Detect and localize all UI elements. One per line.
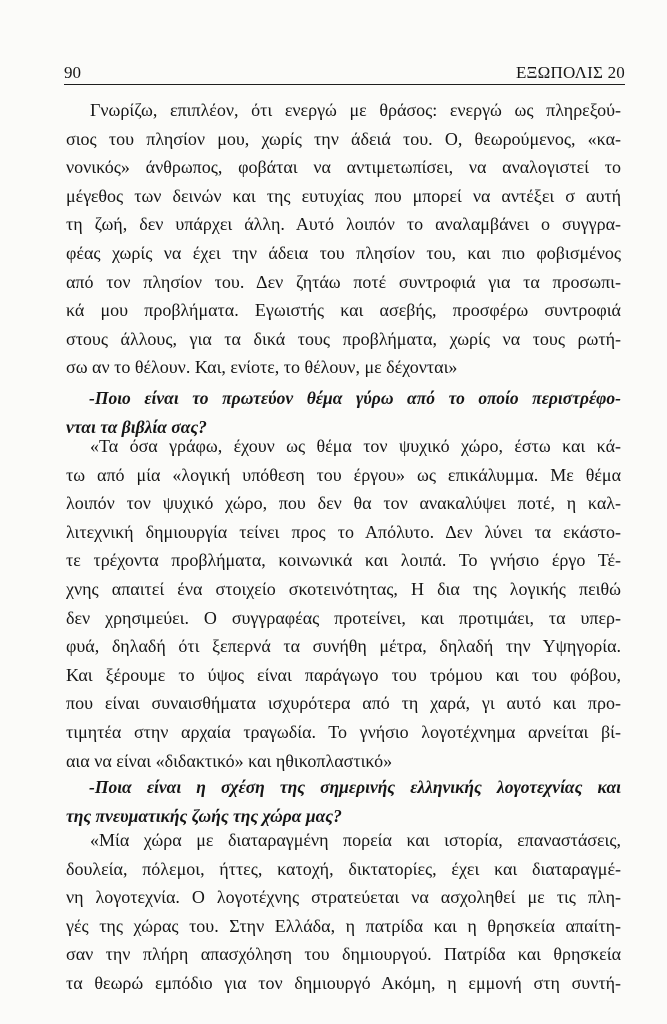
text-line: «Τα όσα γράφω, έχουν ως θέμα τον ψυχικό χώρο, έστω και κά- [90, 436, 621, 456]
text-line: τη ζωή, δεν υπάρχει άλλη. Αυτό λοιπόν το αναλαμβάνει ο συγγρα- [66, 214, 621, 235]
text-line: τα θεωρώ εμπόδιο για τον δημιουργό Ακόμη, η εμμονή στη συντή- [66, 972, 621, 993]
text-line: φυά, δηλαδή ότι ξεπερνά τα συνήθη μέτρα, δηλαδή την Υψηγορία. [66, 636, 621, 657]
answer-paragraph-1 [66, 96, 621, 382]
question-line: της πνευματικής ζωής της χώρα μας? [66, 805, 342, 826]
interview-question-2 [66, 773, 621, 830]
text-line: νη λογοτεχνία. Ο λογοτέχνης στρατεύεται να ασχοληθεί με τις πλη- [66, 887, 621, 908]
text-line: στους άλλους, για τα δικά τους προβλήματα, χωρίς να τους ρωτή- [66, 328, 621, 349]
text-line: σιος του πλησίον μου, χωρίς την άδειά του. Ο, θεωρούμενος, «κα- [66, 128, 621, 149]
question-line: -Ποια είναι η σχέση της σημερινής ελληνικής λογοτεχνίας και [89, 777, 621, 797]
page-number: 90 [64, 63, 81, 82]
text-line: φέας χωρίς να έχει την άδεια του πλησίον του, και πιο φοβισμένος [66, 242, 621, 263]
page-header [64, 63, 625, 85]
text-line: λιτεχνική δημιουργία τείνει προς το Απόλυτο. Δεν λύνει τα εκάστο- [66, 521, 621, 542]
text-line: γές της χώρας του. Στην Ελλάδα, η πατρίδα και η θρησκεία απαίτη- [66, 915, 621, 936]
question-line: -Ποιο είναι το πρωτεύον θέμα γύρω από το οποίο περιστρέφο- [89, 388, 621, 408]
text-line: από τον πλησίον του. Δεν ζητάω ποτέ συντροφιά για τα προσωπι- [66, 271, 621, 292]
text-line: «Μία χώρα με διαταραγμένη πορεία και ιστορία, επαναστάσεις, [90, 830, 621, 850]
text-line: μέγεθος των δεινών και της ευτυχίας που μπορεί να αντέξει σ αυτή [66, 185, 621, 206]
text-line: δεν χρησιμεύει. Ο συγγραφέας προτείνει, και προτιμάει, τα υπερ- [66, 607, 621, 628]
running-head: ΕΞΩΠΟΛΙΣ 20 [515, 63, 625, 82]
text-line: τιμητέα στην αρχαία τραγωδία. Το γνήσιο λογοτέχνημα αρνείται βί- [66, 721, 621, 742]
answer-paragraph-3 [66, 826, 621, 998]
answer-paragraph-2 [66, 432, 621, 775]
text-line: λοιπόν τον ψυχικό χώρο, που δεν θα τον ανακαλύψει ποτέ, η καλ- [66, 493, 621, 514]
text-line: τω από μία «λογική υπόθεση του έργου» ως επικάλυμμα. Με θέμα [66, 464, 621, 485]
text-line: αια να είναι «διδακτικό» και ηθικοπλαστικό» [66, 750, 393, 771]
text-line: Και ξέρουμε το ύψος είναι παράγωγο του τρόμου και του φόβου, [66, 664, 621, 685]
text-line: Γνωρίζω, επιπλέον, ότι ενεργώ με θράσος: ενεργώ ως πληρεξού- [90, 100, 621, 120]
text-line: σω αν το θέλουν. Και, ενίοτε, το θέλουν, με δέχονται» [66, 357, 458, 378]
text-line: δουλεία, πόλεμοι, ήττες, κατοχή, δικτατορίες, έχει και διαταραγμέ- [66, 858, 621, 879]
text-line: κά μου προβλήματα. Εγωιστής και ασεβής, προσφέρω συντροφιά [66, 300, 621, 321]
text-line: σαν την πλήρη απασχόληση του δημιουργού. Πατρίδα και θρησκεία [66, 944, 621, 965]
text-line: που είναι συναισθήματα ισχυρότερα από τη χαρά, γι αυτό και προ- [66, 693, 621, 714]
header-rule [64, 84, 625, 85]
text-line: νονικός» άνθρωπος, φοβάται να αντιμετωπίσει, να αναλογιστεί το [66, 157, 621, 178]
text-line: τε τρέχοντα προβλήματα, κοινωνικά και λοιπά. Το γνήσιο έργο Τέ- [66, 550, 621, 571]
text-line: χνης απαιτεί ένα στοιχείο σκοτεινότητας, Η δια της λογικής πειθώ [66, 578, 621, 599]
question-line: νται τα βιβλία σας? [66, 416, 207, 437]
